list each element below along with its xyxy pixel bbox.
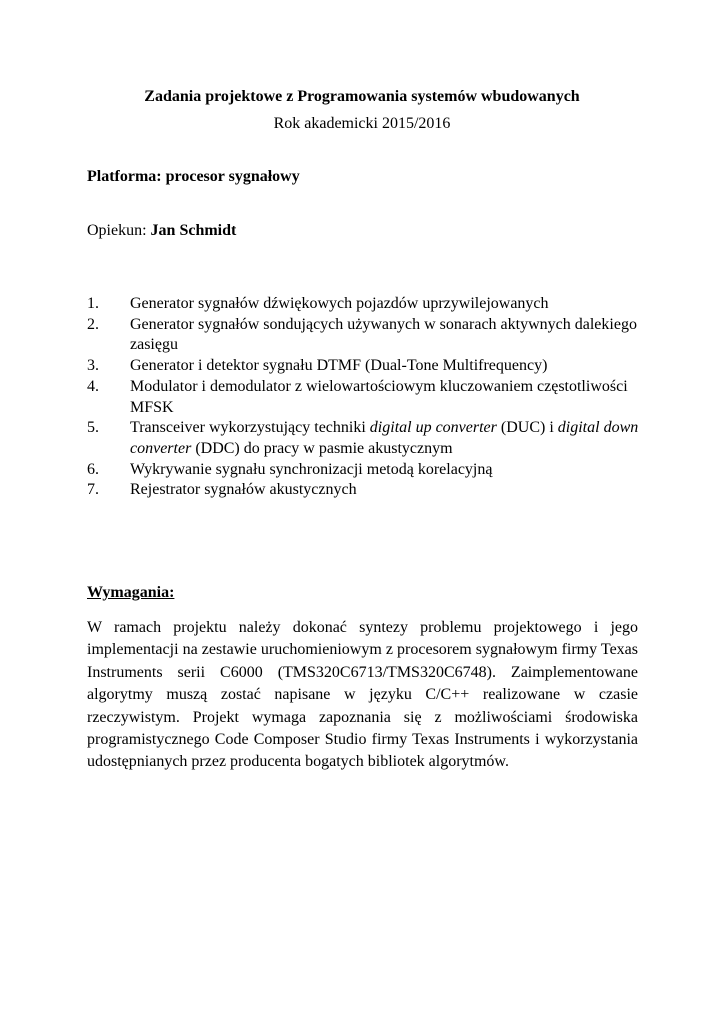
task-item [87, 356, 647, 377]
requirements-heading: Wymagania: [87, 584, 175, 601]
task-text [130, 480, 647, 501]
task-text [130, 460, 647, 481]
task-list [87, 294, 647, 501]
requirements-body: W ramach projektu należy dokonać syntezy problemu projektowego i jego implementacji na zestawie uruchomieniowym z procesorem sygnałowym firmy Texas Instruments serii C6000 (TMS320C6713/TMS320C6748). Zaimplementowane algorytmy muszą zostać napisane w języku C/C++ realizowane w czasie rzeczywistym. Projekt wymaga zapoznania się z możliwościami środowiska programistycznego Code Composer Studio firmy Texas Instruments i wykorzystania udostępnianych przez producenta bogatych bibliotek algorytmów. [87, 619, 638, 771]
task-text [130, 356, 647, 377]
academic-year: Rok akademicki 2015/2016 [273, 115, 451, 132]
document-title: Zadania projektowe z Programowania systemów wbudowanych [144, 88, 580, 105]
platform-heading: Platforma: procesor sygnałowy [87, 168, 300, 185]
task-text-part: Rejestrator sygnałów akustycznych [130, 481, 357, 499]
task-number: 4. [87, 377, 99, 395]
task-text-part: Generator sygnałów sondujących używanych w sonarach aktywnych dalekiego zasięgu [130, 315, 637, 354]
task-text-italic: digital up converter [369, 419, 497, 437]
task-number: 7. [87, 481, 99, 499]
task-text-part: Wykrywanie sygnału synchronizacji metodą korelacyjną [130, 460, 493, 478]
supervisor-name: Jan Schmidt [150, 222, 237, 239]
task-item [87, 377, 647, 418]
task-text [130, 377, 647, 418]
task-text-part: Generator i detektor sygnału DTMF (Dual-Tone Multifrequency) [130, 357, 548, 375]
task-text-part: Generator sygnałów dźwiękowych pojazdów uprzywilejowanych [130, 295, 549, 312]
task-item [87, 418, 647, 459]
task-text-part: Modulator i demodulator z wielowartościowym kluczowaniem częstotliwości MFSK [130, 377, 628, 416]
task-item [87, 315, 647, 356]
task-text [130, 294, 647, 315]
task-number: 1. [87, 295, 99, 312]
supervisor-line [87, 221, 236, 241]
task-text [130, 315, 647, 356]
task-number: 2. [87, 315, 99, 333]
task-text-part: Transceiver wykorzystujący techniki [130, 419, 370, 437]
supervisor-label: Opiekun: [87, 222, 151, 239]
task-text [130, 418, 647, 459]
task-text-part: (DDC) do pracy w pasmie akustycznym [191, 439, 453, 457]
task-number: 6. [87, 460, 99, 478]
task-item [87, 460, 647, 481]
task-item [87, 294, 647, 315]
task-number: 3. [87, 357, 99, 375]
task-number: 5. [87, 419, 99, 437]
task-item [87, 480, 647, 501]
task-text-part: (DUC) i [496, 419, 558, 437]
task-text-italic: digital down converter [130, 419, 639, 457]
